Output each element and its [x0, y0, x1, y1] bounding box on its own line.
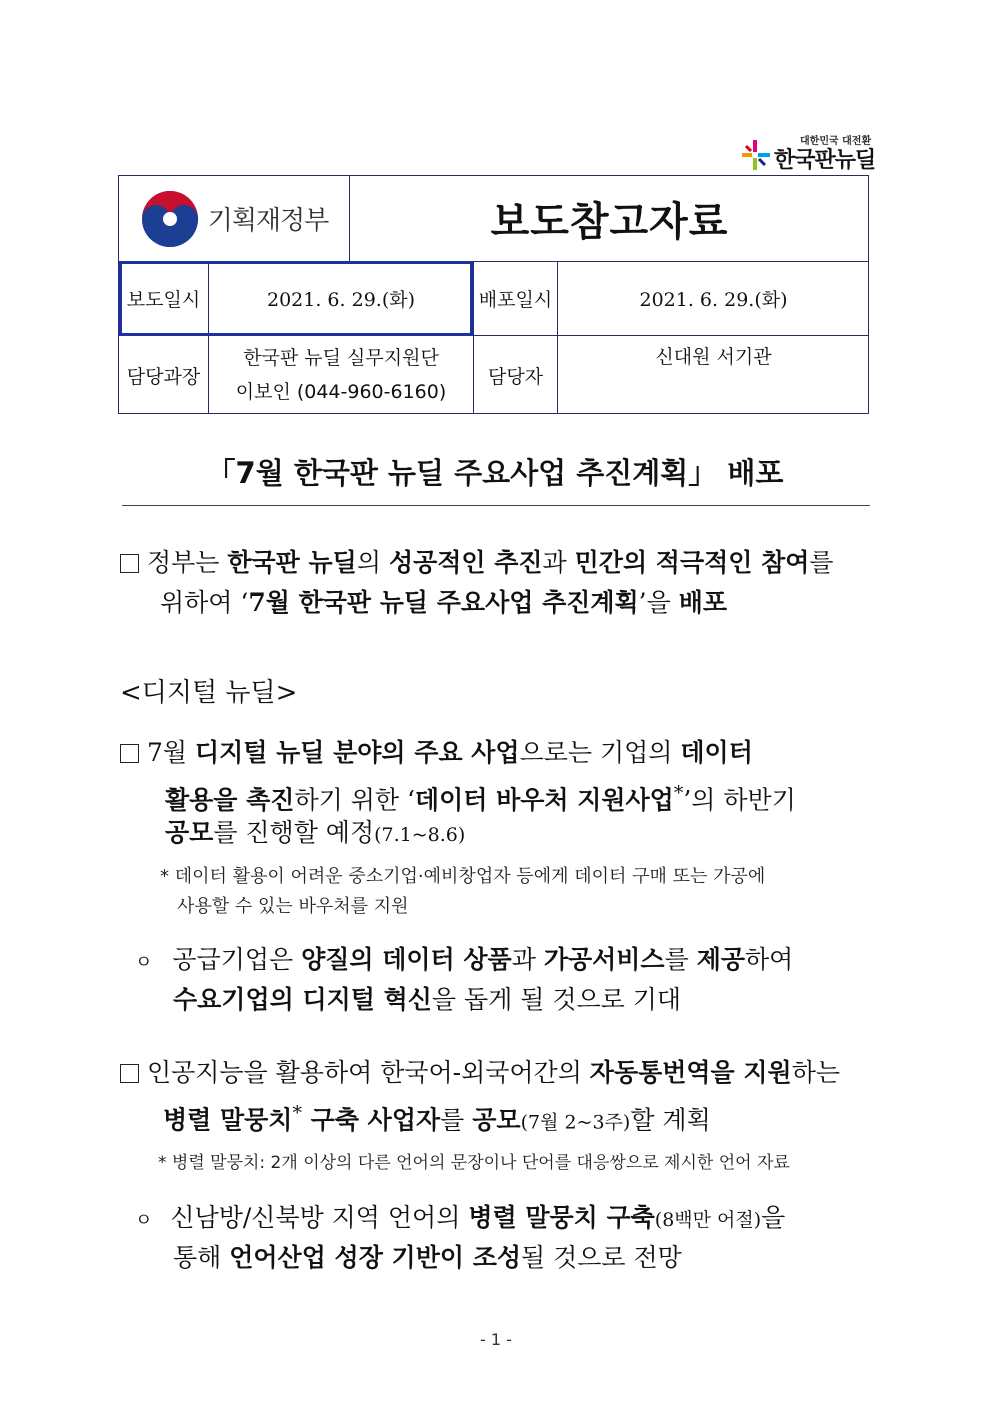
contact-label: 담당자 [487, 365, 544, 388]
text: 구축 사업자 [301, 1105, 441, 1135]
text: 활용을 촉진 [165, 785, 295, 815]
section-heading: <디지털 뉴딜> [120, 678, 298, 708]
text: 를 [809, 548, 834, 577]
footnote-1-line-1: * 데이터 활용이 어려운 중소기업·예비창업자 등에게 데이터 구매 또는 가공에 [160, 866, 766, 887]
text: 정부는 [146, 548, 228, 577]
text: 성공적인 추진 [388, 548, 543, 577]
text: 으로는 기업의 [519, 738, 681, 767]
press-date-value: 2021. 6. 29.(화) [267, 289, 415, 311]
paragraph-4-line-1 [120, 1053, 840, 1093]
checkbox-square-icon [120, 1064, 139, 1083]
text: 과 [511, 945, 544, 974]
text: 배포 [678, 588, 728, 617]
ministry-name: 기획재정부 [207, 206, 329, 236]
text: 신남방/신북방 지역 언어의 [170, 1203, 469, 1232]
text: 언어산업 성장 기반이 조성 [229, 1243, 522, 1272]
footnote-2: * 병렬 말뭉치: 2개 이상의 다른 언어의 문장이나 단어를 대응쌍으로 제시한 언어 자료 [158, 1153, 790, 1173]
text: 를 [664, 945, 697, 974]
text: 을 돕게 될 것으로 기대 [431, 985, 682, 1014]
ministry-logo-cell [119, 176, 349, 261]
text: 병렬 말뭉치 구축 [468, 1203, 655, 1232]
text: ’을 [638, 588, 679, 617]
text: 병렬 말뭉치 [163, 1105, 293, 1135]
footnote-1-line-2: 사용할 수 있는 바우처를 지원 [177, 896, 409, 917]
checkbox-square-icon [120, 554, 139, 573]
text: (7.1~8.6) [374, 824, 466, 846]
bullet: ㅇ [135, 1210, 153, 1231]
distribution-date-label: 배포일시 [478, 289, 553, 311]
press-header-table [118, 175, 869, 414]
badge-subtitle: 대한민국 대전환 [800, 136, 872, 147]
text: (7월 2~3주) [520, 1111, 631, 1134]
distribution-date-value: 2021. 6. 29.(화) [639, 289, 788, 311]
badge-title: 한국판뉴딜 [774, 148, 876, 173]
department-name: 한국판 뉴딜 실무지원단 [243, 347, 439, 369]
text: 할 계획 [630, 1105, 711, 1135]
korean-new-deal-badge [738, 132, 876, 173]
text: (8백만 어절) [654, 1209, 762, 1231]
text: 7월 한국판 뉴딜 주요사업 추진계획 [248, 588, 639, 617]
text: 과 [542, 548, 575, 577]
text: 한국판 뉴딜 [227, 548, 357, 577]
text: 하기 위한 ‘ [294, 785, 415, 815]
press-date-label: 보도일시 [126, 289, 201, 311]
paragraph-2-line-3 [165, 813, 465, 855]
contact-value: 신대원 서기관 [655, 345, 772, 368]
new-deal-logo-icon [738, 138, 772, 172]
checkbox-square-icon [120, 744, 139, 763]
text: 공모 [472, 1105, 521, 1135]
text: 자동통번역을 지원 [589, 1058, 792, 1087]
paragraph-4-line-2 [163, 1093, 711, 1142]
footnote-marker: * [292, 1102, 302, 1124]
text: 데이터 바우처 지원사업 [414, 785, 674, 815]
paragraph-5-line-1 [135, 1198, 785, 1241]
document-title: 「7월 한국판 뉴딜 주요사업 추진계획」 배포 [206, 456, 784, 490]
text: 디지털 뉴딜 분야의 주요 사업 [194, 738, 520, 767]
paragraph-5-line-2 [173, 1238, 682, 1278]
ministry-emblem-icon [140, 189, 200, 249]
department-contact: 이보인 (044-960-6160) [235, 381, 447, 403]
text: 제공 [696, 945, 745, 974]
text: 인공지능을 활용하여 한국어-외국어간의 [146, 1058, 590, 1087]
paragraph-3-line-2 [173, 980, 681, 1020]
text: 양질의 데이터 상품 [301, 945, 512, 974]
doc-type-title: 보도참고자료 [490, 199, 729, 245]
text: 하는 [791, 1058, 841, 1087]
text: ’의 하반기 [683, 785, 796, 815]
text: 데이터 [680, 738, 753, 767]
text: 를 [440, 1105, 473, 1135]
title-underline [122, 505, 870, 506]
text: 공급기업은 [172, 945, 302, 974]
footnote-marker: * [673, 782, 684, 804]
text: 하여 [745, 945, 794, 974]
text: 7월 [146, 738, 195, 767]
text: 의 [356, 548, 389, 577]
text: 될 것으로 전망 [521, 1243, 682, 1272]
text: 수요기업의 디지털 혁신 [173, 985, 432, 1014]
text: 민간의 적극적인 참여 [574, 548, 810, 577]
text: 가공서비스 [543, 945, 665, 974]
text: 을 [761, 1203, 786, 1232]
text: 를 진행할 예정 [213, 818, 375, 847]
text: 공모 [165, 818, 214, 847]
text: 통해 [173, 1243, 230, 1272]
paragraph-2-line-1 [120, 733, 753, 773]
paragraph-3-line-1 [135, 940, 793, 983]
paragraph-1-line-2 [160, 583, 727, 623]
bullet: ㅇ [135, 952, 153, 973]
paragraph-1-line-1 [120, 543, 834, 583]
text: 위하여 ‘ [160, 588, 249, 617]
department-value [209, 336, 473, 414]
department-label: 담당과장 [126, 365, 201, 388]
page-number: - 1 - [480, 1330, 512, 1349]
selection-highlight [119, 261, 473, 336]
